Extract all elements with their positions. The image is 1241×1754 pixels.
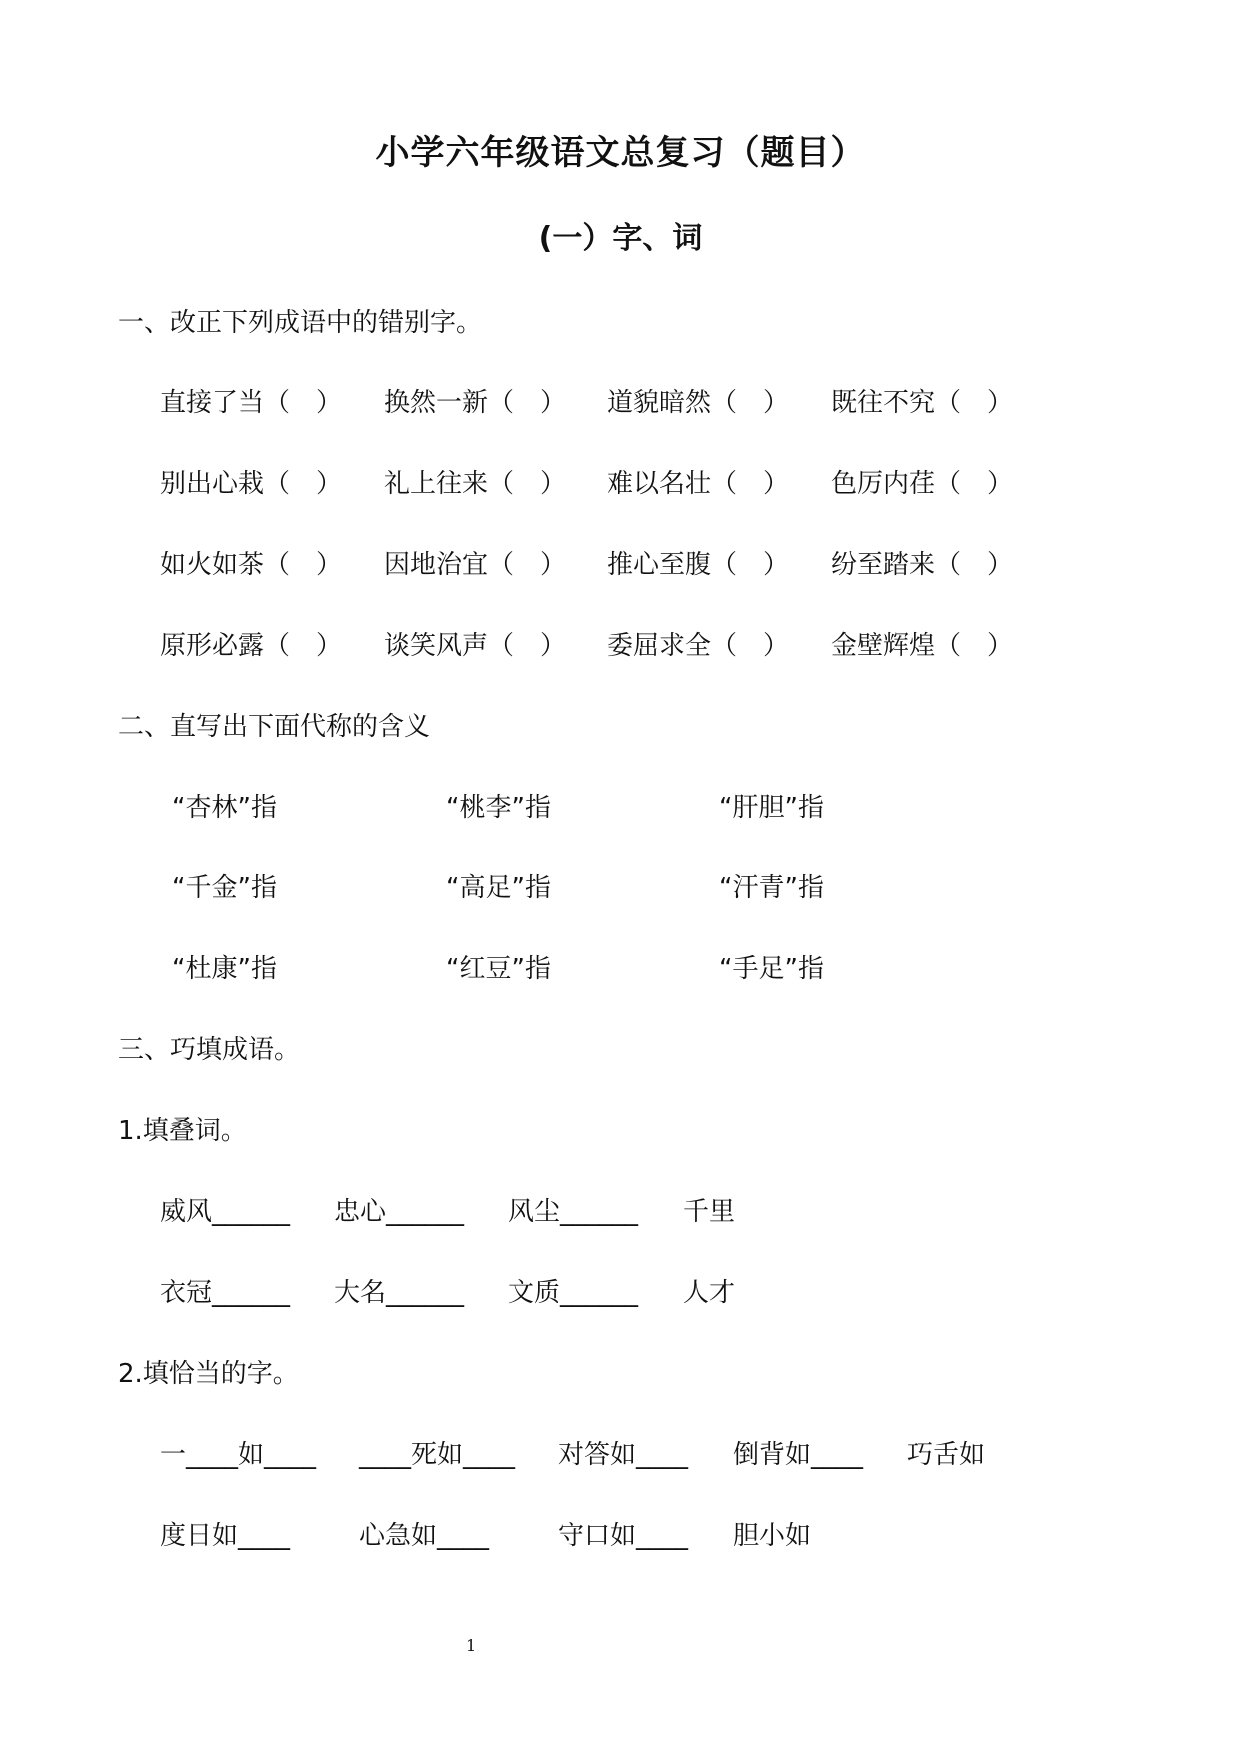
alias-item: “杏林”指 [172,793,277,823]
alias-item: “桃李”指 [446,793,551,823]
idiom-item: 别出心栽（ ） [160,469,343,499]
alias-item: “红豆”指 [446,954,551,984]
section1-heading: 一、改正下列成语中的错别字。 [118,308,483,338]
fill-item: 心急如____ [359,1521,490,1551]
alias-item: “手足”指 [719,954,824,984]
fill-item: 风尘______ [508,1197,639,1227]
alias-item: “肝胆”指 [719,793,824,823]
fill-item: 对答如____ [558,1440,689,1470]
idiom-item: 因地治宜（ ） [384,550,567,580]
idiom-item: 谈笑风声（ ） [384,631,567,661]
fill-item: 大名______ [334,1278,465,1308]
fill-item: 守口如____ [558,1521,689,1551]
alias-item: “千金”指 [172,873,277,903]
section3-heading: 三、巧填成语。 [118,1035,301,1065]
page-title: 小学六年级语文总复习（题目） [375,133,866,173]
fill-item: 倒背如____ [733,1440,864,1470]
idiom-item: 原形必露（ ） [160,631,343,661]
idiom-item: 换然一新（ ） [384,388,567,418]
alias-item: “高足”指 [446,873,551,903]
fill-item: 千里 [683,1197,736,1227]
section3-part1-heading: 1.填叠词。 [118,1116,247,1146]
fill-item: 巧舌如 [907,1440,986,1470]
fill-item: 威风______ [160,1197,291,1227]
fill-item: 衣冠______ [160,1278,291,1308]
fill-item: 胆小如 [733,1521,812,1551]
idiom-item: 如火如茶（ ） [160,550,343,580]
fill-item: 文质______ [508,1278,639,1308]
section2-heading: 二、直写出下面代称的含义 [118,712,431,742]
idiom-item: 金壁辉煌（ ） [831,631,1014,661]
idiom-item: 道貌暗然（ ） [607,388,790,418]
fill-item: 度日如____ [160,1521,291,1551]
fill-item: ____死如____ [359,1440,516,1470]
page-number: 1 [466,1636,477,1655]
idiom-item: 色厉内荏（ ） [831,469,1014,499]
idiom-item: 推心至腹（ ） [607,550,790,580]
idiom-item: 委屈求全（ ） [607,631,790,661]
idiom-item: 既往不究（ ） [831,388,1014,418]
section-subtitle: (一）字、词 [538,221,703,256]
idiom-item: 纷至踏来（ ） [831,550,1014,580]
idiom-item: 难以名壮（ ） [607,469,790,499]
alias-item: “汗青”指 [719,873,824,903]
fill-item: 忠心______ [334,1197,465,1227]
fill-item: 一____如____ [160,1440,317,1470]
alias-item: “杜康”指 [172,954,277,984]
idiom-item: 直接了当（ ） [160,388,343,418]
idiom-item: 礼上往来（ ） [384,469,567,499]
section3-part2-heading: 2.填恰当的字。 [118,1359,299,1389]
fill-item: 人才 [683,1278,736,1308]
